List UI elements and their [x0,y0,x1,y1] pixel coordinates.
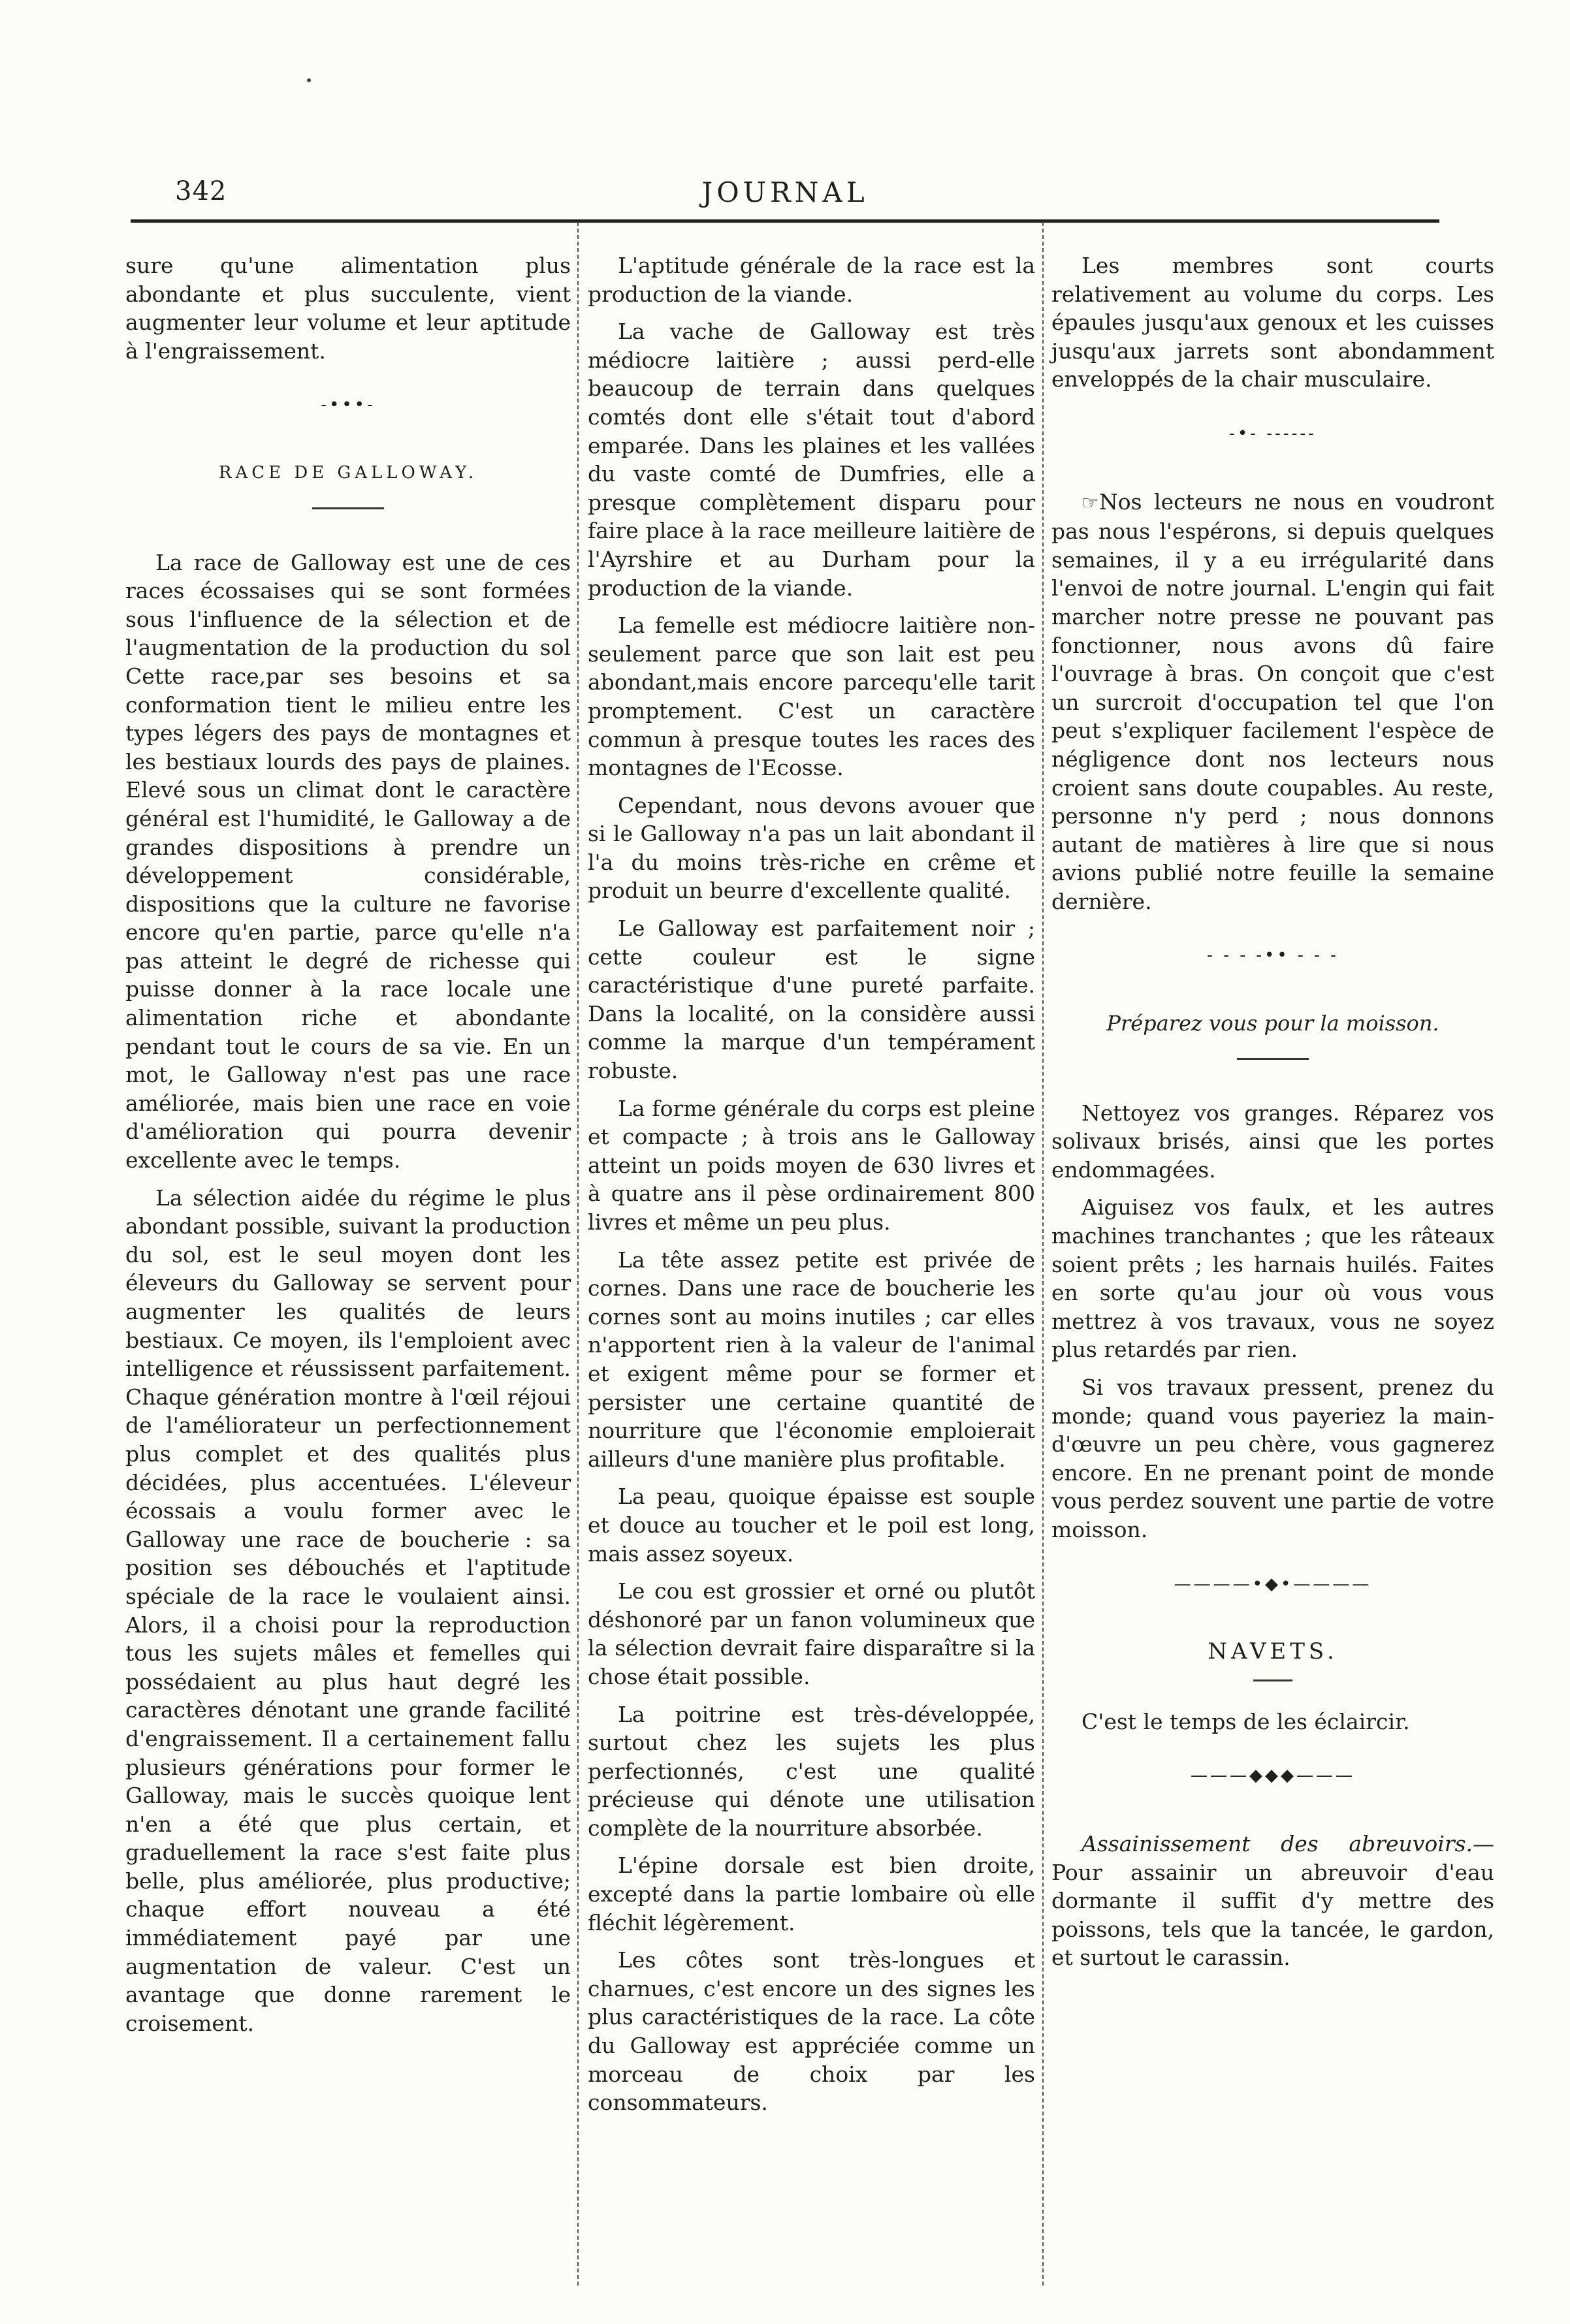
paragraph: Le cou est grossier et orné ou plutôt déshonoré par un fanon volumineux que la sélection devrait faire disparaître si la chose était possible. [588,1578,1035,1689]
column-1 [125,251,571,2046]
title-rule [312,507,384,509]
page-number: 342 [175,176,227,206]
speck [307,78,311,82]
paragraph: Aiguisez vos faulx, et les autres machines tranchantes ; que les râteaux soient prêts ; les harnais huilés. Faites en sorte qu'au jour où vous vous mettrez à vos travaux, vous ne soyez plus retardés par rien. [1051,1194,1494,1363]
abreuvoirs-paragraph [1051,1830,1494,1972]
column-divider-2 [1042,222,1044,2285]
pointing-hand-icon: ☞ [1081,491,1099,515]
paragraph: La forme générale du corps est pleine et compacte ; à trois ans le Galloway atteint un poids moyen de 630 livres et à quatre ans il pèse ordinairement 800 livres et même un peu plus. [588,1095,1035,1235]
title-rule [1237,1058,1309,1060]
paragraph: L'épine dorsale est bien droite, excepté dans la partie lombaire où elle fléchit légèrement. [588,1853,1035,1935]
paragraph: La peau, quoique épaisse est souple et douce au toucher et le poil est long, mais assez soyeux. [588,1484,1035,1567]
header-rule [131,219,1439,223]
paragraph: La race de Galloway est une de ces races écossaises qui se sont formées sous l'influence de la sélection et de l'augmentation de la production du sol Cette race,par ses besoins et sa conformation tient le milieu entre les types légers des pays de montagnes et les bestiaux lourds des pays de plaines. Elevé sous un climat dont le caractère général est l'humidité, le Galloway a de grandes dispositions à prendre un développement considérable, dispositions que la culture ne favorise encore qu'en partie, parce qu'elle n'a pas atteint le degré de richesse qui puisse donner à la race locale une alimentation riche et abondante pendant tout le cours de sa vie. En un mot, le Galloway n'est pas une race améliorée, mais bien une race en voie d'amélioration qui pourra devenir excellente avec le temps. [125,549,571,1173]
paragraph: La sélection aidée du régime le plus abondant possible, suivant la production du sol, est le seul moyen dont les éleveurs du Galloway se servent pour augmenter les qualités de leurs bestiaux. Ce moyen, ils l'emploient avec intelligence et réussissent parfaitement. Chaque génération montre à l'œil réjoui de l'améliorateur un perfectionnement plus complet et des qualités plus décidées, plus accentuées. L'éleveur écossais a voulu former avec le Galloway une race de boucherie : sa position ses débouchés et l'aptitude spéciale de la race le voulaient ainsi. Alors, il a choisi pour la reproduction tous les sujets mâles et femelles qui possédaient au plus haut degré les caractères dénotant une grande facilité d'engraissement. Il a certainement fallu plusieurs générations pour former le Galloway, mais le succès quoique lent n'en a été que plus certain, et graduellement la race s'est faite plus belle, plus améliorée, plus productive; chaque effort nouveau a été immédiatement payé par une augmentation de valeur. C'est un avantage que donne rarement le croisement. [125,1185,571,2036]
section-title-navets: NAVETS. [1208,1638,1338,1665]
section-title-moisson: Préparez vous pour la moisson. [1106,1011,1439,1036]
column-divider-1 [577,222,579,2285]
paragraph: La poitrine est très-développée, surtout chez les sujets les plus perfectionnés, c'est une qualité précieuse qui dénote une utilisation complète de la nourriture absorbée. [588,1701,1035,1841]
paragraph: C'est le temps de les éclaircir. [1081,1708,1410,1734]
paragraph: Nettoyez vos granges. Réparez vos solivaux brisés, ainsi que les portes endommagées. [1051,1100,1494,1183]
paragraph: La vache de Galloway est très médiocre laitière ; aussi perd-elle beaucoup de terrain dans quelques comtés dont elle s'était tout d'abord emparée. Dans les plaines et les vallées du vaste comté de Dumfries, elle a presque complètement disparu pour faire place à la race meilleure laitière de l'Ayrshire et au Durham pour la production de la viande. [588,319,1035,601]
paragraph: La tête assez petite est privée de cornes. Dans une race de boucherie les cornes sont au moins inutiles ; car elles n'apportent rien à la valeur de l'animal et exigent même pour se former et persister une certaine quantité de nourriture que l'économie emploierait ailleurs d'une manière plus profitable. [588,1247,1035,1472]
running-title: JOURNAL [701,176,869,208]
ornament: - - - -•• - - - [1207,946,1339,966]
paragraph: Si vos travaux pressent, prenez du monde; quand vous payeriez la main-d'œuvre un peu chère, vous gagnerez encore. En ne prenant point de monde vous perdez souvent une partie de votre moisson. [1051,1375,1494,1542]
paragraph: Les côtes sont très-longues et charnues, c'est encore un des signes les plus caractéristiques de la race. La côte du Galloway est appréciée comme un morceau de choix par les consommateurs. [588,1947,1035,2116]
notice-text: Nos lecteurs ne nous en voudront pas nous l'espérons, si depuis quelques semaines, il y a eu irrégularité dans l'envoi de notre journal. L'engin qui fait marcher notre presse ne pouvant pas fonctionner, nous avons dû faire l'ouvrage à bras. On conçoit que c'est un surcroit d'occupation tel que l'on peut s'expliquer facilement l'espèce de négligence dont nos lecteurs nous croient sans doute coupables. Au reste, personne n'y perd ; nous donnons autant de matières à lire que si nous avions publié notre feuille la semaine dernière. [1051,488,1494,914]
notice-paragraph [1051,488,1494,916]
title-rule [1253,1679,1292,1681]
ornament: ————•◆•———— [1174,1574,1372,1594]
ornament: ———◆◆◆——— [1191,1766,1355,1786]
abreuvoirs-text: —Pour assainir un abreuvoir d'eau dormante il suffit d'y mettre des poissons, tels que la tancée, le gardon, et surtout le carassin. [1051,1830,1494,1971]
ornament: -•- ------ [1229,423,1317,443]
section-title-galloway: RACE DE GALLOWAY. [218,462,478,483]
ornament: -•••- [321,395,376,415]
abreuvoirs-title: Assainissement des abreuvoirs. [1081,1830,1473,1856]
paragraph: La femelle est médiocre laitière non-seulement parce que son lait est peu abondant,mais encore parcequ'elle tarit promptement. C'est un caractère commun à presque toutes les races des montagnes de l'Ecosse. [588,613,1035,781]
paragraph: sure qu'une alimentation plus abondante et plus succulente, vient augmenter leur volume et leur aptitude à l'engraissement. [125,253,571,364]
column-3 [1051,251,1494,1981]
paragraph: Le Galloway est parfaitement noir ; cette couleur est le signe caractéristique d'une pureté parfaite. Dans la localité, on la considère aussi comme la marque d'un tempérament robuste. [588,915,1035,1084]
page-header [131,176,1439,215]
paragraph: Les membres sont courts relativement au volume du corps. Les épaules jusqu'aux genoux et les cuisses jusqu'aux jarrets sont abondamment enveloppés de la chair musculaire. [1051,253,1494,392]
paragraph: L'aptitude générale de la race est la production de la viande. [588,253,1035,307]
paragraph: Cependant, nous devons avouer que si le Galloway n'a pas un lait abondant il l'a du moins très-riche en crême et produit un beurre d'excellente qualité. [588,792,1035,904]
column-2 [588,251,1035,2126]
